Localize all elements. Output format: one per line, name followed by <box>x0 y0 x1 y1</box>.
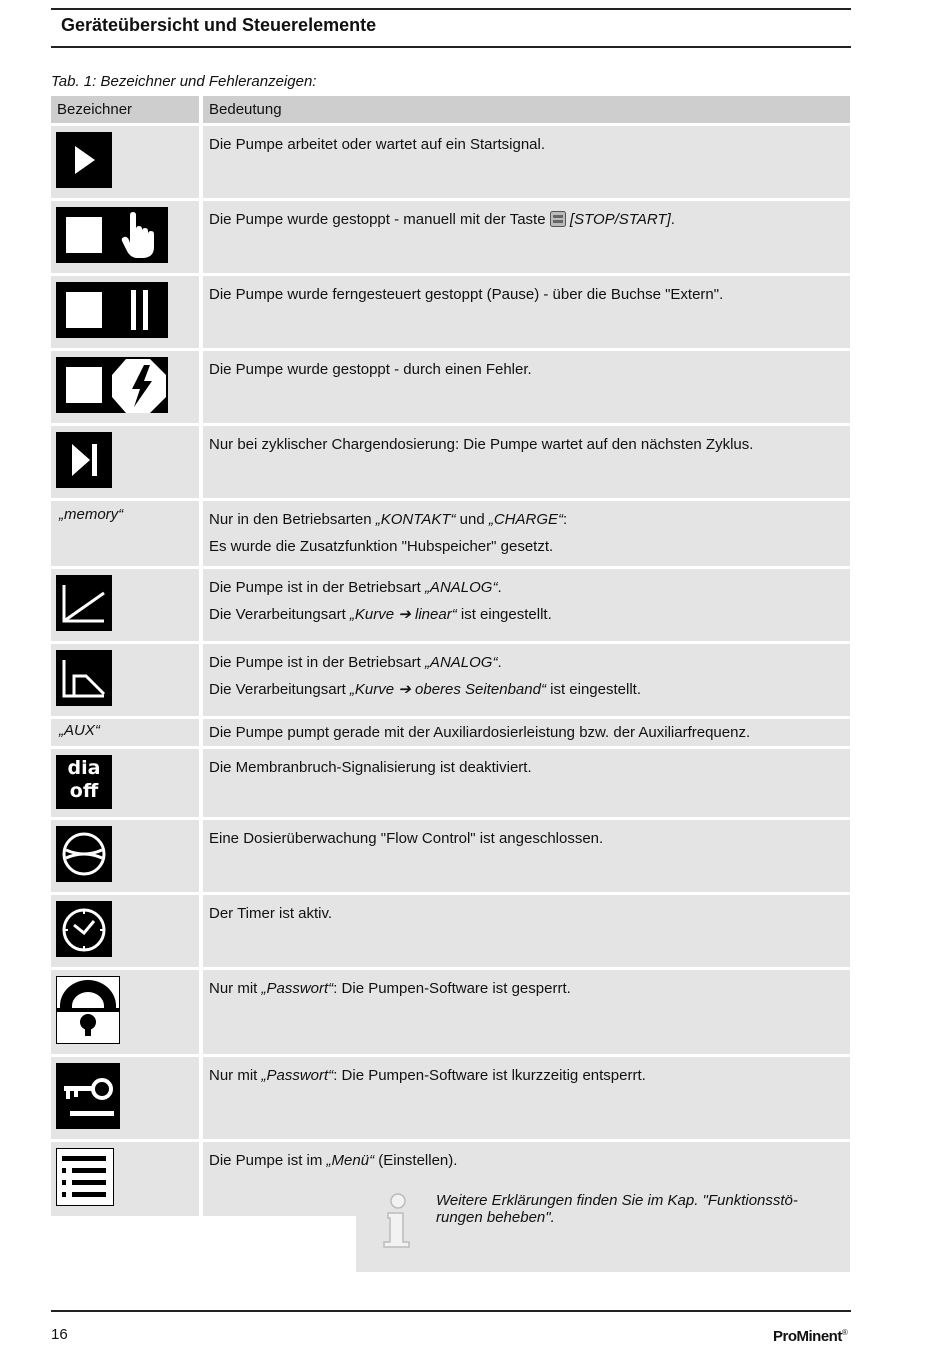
table-row <box>51 644 850 716</box>
stop-manual-icon <box>56 207 168 263</box>
page-title: Geräteübersicht und Steuerelemente <box>61 15 377 35</box>
meaning-text: Nur mit „Passwort“: Die Pumpen-Software ist gesperrt. <box>209 980 571 997</box>
symbol-cell <box>51 426 203 498</box>
analog-linear-icon <box>56 575 112 631</box>
meaning-cell: Die Pumpe wurde gestoppt - manuell mit der Taste [STOP/START]. <box>203 201 850 273</box>
label-cell <box>51 501 203 566</box>
table-row <box>51 501 850 566</box>
meaning-cell <box>203 749 850 817</box>
symbol-cell <box>51 351 203 423</box>
table-row <box>51 895 850 967</box>
table-row <box>51 276 850 348</box>
meaning-cell <box>203 719 850 746</box>
meaning-text: Nur mit „Passwort“: Die Pumpen-Software ist lkurzzeitig entsperrt. <box>209 1067 646 1084</box>
meaning-text: Die Pumpe wurde gestoppt - manuell mit der Taste <box>209 211 546 228</box>
meaning-cell <box>203 644 850 716</box>
table-row <box>51 970 850 1054</box>
symbol-cell <box>51 126 203 198</box>
aux-label: „AUX“ <box>59 722 100 739</box>
page-number: 16 <box>51 1326 68 1343</box>
stop-pause-icon <box>56 282 168 338</box>
info-text: Weitere Erklärungen finden Sie im Kap. "Funktionsstö- rungen beheben". <box>436 1192 798 1226</box>
flow-control-icon <box>56 826 112 882</box>
meaning-text: Die Pumpe ist im „Menü“ (Einstellen). <box>209 1152 458 1169</box>
info-box <box>356 1174 850 1272</box>
symbol-cell <box>51 820 203 892</box>
col-header-bezeichner: Bezeichner <box>51 96 203 123</box>
timer-icon <box>56 901 112 957</box>
title-rule <box>51 46 851 48</box>
meaning-cell <box>203 426 850 498</box>
symbol-cell <box>51 201 203 273</box>
key-icon <box>56 1063 120 1129</box>
meaning-text: Die Pumpe pumpt gerade mit der Auxiliardosierleistung bzw. der Auxiliarfrequenz. <box>209 724 751 741</box>
meaning-cell <box>203 820 850 892</box>
table-row <box>51 201 850 273</box>
table-row <box>51 719 850 746</box>
symbol-cell <box>51 276 203 348</box>
meaning-text: Die Membranbruch-Signalisierung ist deaktiviert. <box>209 759 532 776</box>
play-icon <box>56 132 112 188</box>
symbol-cell <box>51 1057 203 1139</box>
table-caption: Tab. 1: Bezeichner und Fehleranzeigen: <box>51 73 317 90</box>
brand-logo: ProMinent® <box>773 1328 848 1345</box>
meaning-cell <box>203 569 850 641</box>
table-header-row <box>51 96 850 123</box>
table-row <box>51 351 850 423</box>
meaning-cell <box>203 126 850 198</box>
menu-icon <box>56 1148 114 1206</box>
meaning-text: Der Timer ist aktiv. <box>209 905 333 922</box>
symbol-cell <box>51 1142 203 1216</box>
label-cell <box>51 719 203 746</box>
lock-icon <box>56 976 120 1044</box>
table-row <box>51 569 850 641</box>
symbol-cell <box>51 970 203 1054</box>
stop-start-key-icon <box>550 211 566 227</box>
key-label: [STOP/START] <box>569 211 671 228</box>
meaning-text: Die Pumpe ist in der Betriebsart „ANALOG“. <box>209 654 502 671</box>
top-rule <box>51 8 851 10</box>
next-cycle-icon <box>56 432 112 488</box>
table-row <box>51 749 850 817</box>
col-header-bedeutung: Bedeutung <box>203 96 850 123</box>
dia-off-icon: dia off <box>56 755 112 809</box>
meaning-text: Die Verarbeitungsart „Kurve ➔ oberes Seitenband“ ist eingestellt. <box>209 681 641 698</box>
meaning-text: Die Verarbeitungsart „Kurve ➔ linear“ ist eingestellt. <box>209 606 552 623</box>
meaning-cell <box>203 501 850 566</box>
meaning-cell <box>203 276 850 348</box>
meaning-cell <box>203 895 850 967</box>
table-row <box>51 126 850 198</box>
memory-label: „memory“ <box>59 506 124 523</box>
meaning-text: Nur bei zyklischer Chargendosierung: Die Pumpe wartet auf den nächsten Zyklus. <box>209 436 754 453</box>
symbol-cell <box>51 895 203 967</box>
meaning-cell <box>203 351 850 423</box>
table-row <box>51 426 850 498</box>
info-icon <box>378 1192 418 1252</box>
meaning-cell <box>203 1057 850 1139</box>
analog-upper-band-icon <box>56 650 112 706</box>
symbol-cell <box>51 569 203 641</box>
meaning-text: Eine Dosierüberwachung "Flow Control" ist angeschlossen. <box>209 830 604 847</box>
meaning-text: Die Pumpe wurde gestoppt - durch einen Fehler. <box>209 361 532 378</box>
symbol-table <box>51 93 850 1219</box>
stop-error-icon <box>56 357 168 413</box>
meaning-text: Nur in den Betriebsarten „KONTAKT“ und „CHARGE“: <box>209 511 568 528</box>
meaning-text: Die Pumpe arbeitet oder wartet auf ein Startsignal. <box>209 136 546 153</box>
table-row <box>51 1057 850 1139</box>
meaning-text: Die Pumpe ist in der Betriebsart „ANALOG“. <box>209 579 502 596</box>
meaning-cell <box>203 970 850 1054</box>
footer-rule <box>51 1310 851 1312</box>
meaning-text: Die Pumpe wurde ferngesteuert gestoppt (Pause) - über die Buchse "Extern". <box>209 286 724 303</box>
symbol-cell <box>51 749 203 817</box>
table-row <box>51 820 850 892</box>
meaning-text: Es wurde die Zusatzfunktion "Hubspeicher" gesetzt. <box>209 538 554 555</box>
symbol-cell <box>51 644 203 716</box>
